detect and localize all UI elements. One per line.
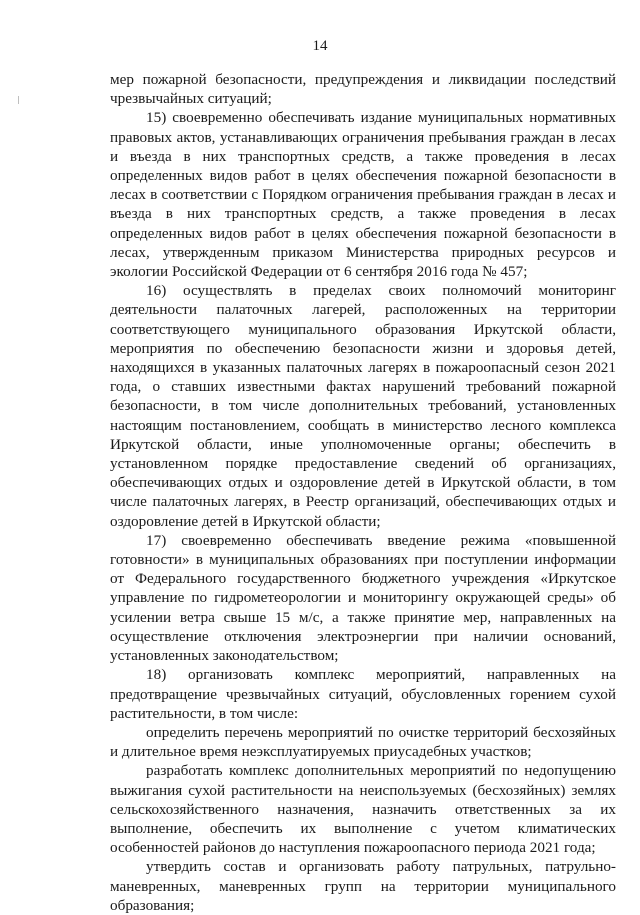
- page-number: 14: [312, 38, 328, 54]
- paragraph-subitem-patrol-groups: утвердить состав и организовать работу патрульных, патрульно-маневренных, маневренных групп на территории муниципального образования;: [110, 858, 616, 914]
- paragraph-item-15: 15) своевременно обеспечивать издание муниципальных нормативных правовых актов, устанавливающих ограничения пребывания граждан в лесах и въезда в них транспортных средств, а также проведения в лесах определенных видов работ в целях обеспечения пожарной безопасности в лесах в соответствии с Порядком ограничения пребывания граждан в лесах и въезда в них транспортных средств, а также проведения в лесах определенных видов работ в целях обеспечения пожарной безопасности в лесах, утвержденным приказом Министерства природных ресурсов и экологии Российской Федерации от 6 сентября 2016 года № 457;: [110, 109, 616, 281]
- paragraph-subitem-territory-cleanup: определить перечень мероприятий по очистке территорий бесхозяйных и длительное время неэксплуатируемых приусадебных участков;: [110, 723, 616, 761]
- paragraph-item-17: 17) своевременно обеспечивать введение режима «повышенной готовности» в муниципальных образованиях при поступлении информации от Федерального государственного бюджетного учреждения «Иркутское управление по гидрометеорологии и мониторингу окружающей среды» об усилении ветра свыше 15 м/с, а также принятие мер, направленных на осуществление отключения электроэнергии при наличии оснований, установленных законодательством;: [110, 531, 616, 665]
- paragraph-item-18: 18) организовать комплекс мероприятий, направленных на предотвращение чрезвычайных ситуаций, обусловленных горением сухой растительности, в том числе:: [110, 666, 616, 722]
- paragraph-item-16: 16) осуществлять в пределах своих полномочий мониторинг деятельности палаточных лагерей, расположенных на территории соответствующего муниципального образования Иркутской области, мероприятия по обеспечению безопасности жизни и здоровья детей, находящихся в указанных палаточных лагерях в пожароопасный сезон 2021 года, о ставших известными фактах нарушений требований пожарной безопасности, в том числе дополнительных требований, установленных настоящим постановлением, сообщать в министерство лесного комплекса Иркутской области, иные уполномоченные органы; обеспечить в установленном порядке предоставление сведений об организациях, обеспечивающих отдых и оздоровление детей в Иркутской области, в том числе палаточных лагерях, в Реестр организаций, обеспечивающих отдых и оздоровление детей в Иркутской области;: [110, 282, 616, 530]
- document-body: [110, 70, 616, 915]
- paragraph-continuation: мер пожарной безопасности, предупреждения и ликвидации последствий чрезвычайных ситуаций;: [110, 71, 616, 108]
- paragraph-subitem-dry-vegetation: разработать комплекс дополнительных мероприятий по недопущению выжигания сухой растительности на неиспользуемых (бесхозяйных) землях сельскохозяйственного назначения, назначить ответственных за их выполнение, обеспечить их выполнение с учетом климатических особенностей районов до наступления пожароопасного периода 2021 года;: [110, 762, 616, 857]
- scan-margin-mark: [18, 96, 19, 104]
